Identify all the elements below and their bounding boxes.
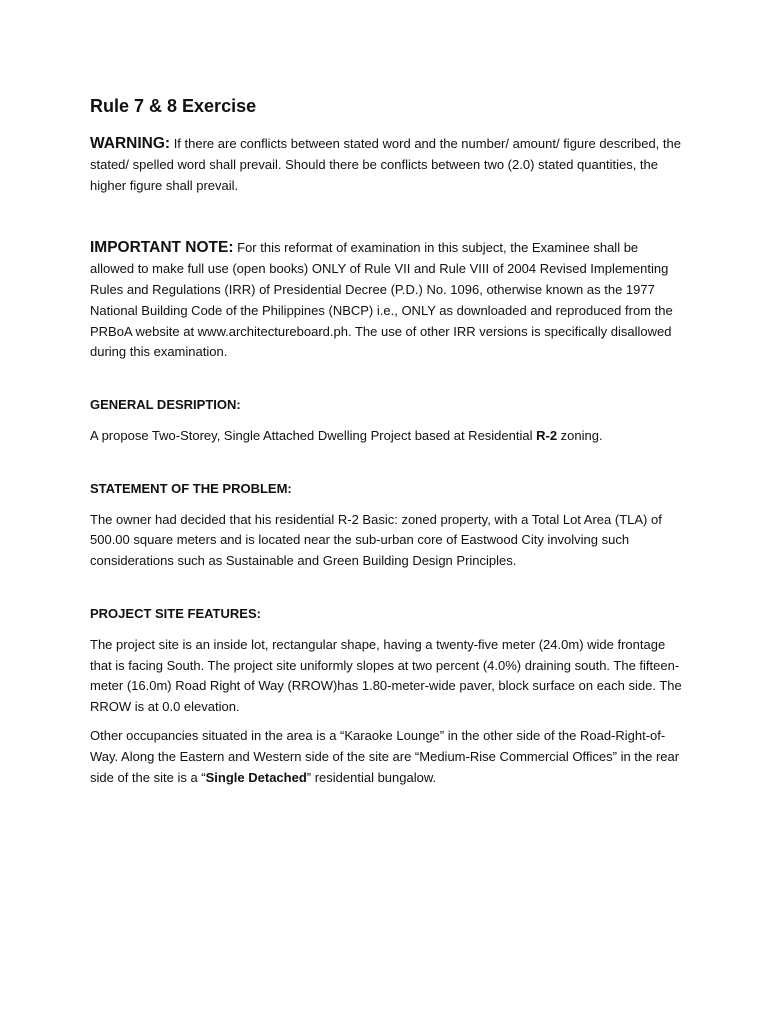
warning-paragraph: [90, 134, 682, 196]
general-description-text-part: A propose Two-Storey, Single Attached Dwelling Project based at Residential: [90, 427, 537, 443]
important-note-paragraph: [90, 238, 682, 363]
project-site-features-heading: PROJECT SITE FEATURES:: [90, 605, 261, 621]
spacer: [90, 416, 682, 426]
spacer: [90, 500, 682, 510]
spacer: [90, 363, 682, 395]
important-note-label: IMPORTANT NOTE:: [90, 239, 234, 257]
spacer: [90, 625, 682, 635]
important-note-text: For this reformat of examination in this subject, the Examinee shall be allowed to make full use (open books) ONLY of Rule VII and Rule VIII of 2004 Revised Implementing Rules and Regulations (IRR) of Presidential Decree (P.D.) No. 1096, otherwise known as the 1977 National Building Code of the Philippines (NBCP) i.e., ONLY as downloaded and reproduced from the PRBoA website at www.architectureboard.ph. The use of other IRR versions is specifically disallowed during this examination.: [90, 240, 673, 360]
general-description-text: [90, 426, 682, 447]
warning-label: WARNING:: [90, 135, 171, 152]
spacer: [90, 447, 682, 479]
spacer: [90, 718, 682, 726]
spacer: [90, 196, 682, 238]
general-description-heading: GENERAL DESRIPTION:: [90, 397, 241, 413]
statement-of-problem-text: The owner had decided that his residential R-2 Basic: zoned property, with a Total Lot Area (TLA) of 500.00 square meters and is located near the sub-urban core of Eastwood City involving such considerations such as Sustainable and Green Building Design Principles.: [90, 511, 662, 569]
document-page: [90, 94, 682, 788]
document-title: Rule 7 & 8 Exercise: [90, 96, 257, 116]
statement-of-problem-heading: STATEMENT OF THE PROBLEM:: [90, 480, 292, 496]
general-description-text-part: zoning.: [557, 427, 603, 443]
spacer: [90, 572, 682, 604]
single-detached-term: Single Detached: [205, 769, 307, 785]
project-site-paragraph-2-part: ” residential bungalow.: [306, 769, 437, 785]
warning-text: If there are conflicts between stated word and the number/ amount/ figure described, the stated/ spelled word shall prevail. Should there be conflicts between two (2.0) stated quantities, the higher figure shall prevail.: [90, 136, 681, 193]
project-site-paragraph-2: [90, 726, 682, 788]
project-site-paragraph-2-part: Other occupancies situated in the area is a “Karaoke Lounge” in the other side of the Road-Right-of-Way. Along the Eastern and Western side of the site are “Medium-Rise Commercial Offices” in the rear side of the site is a “: [90, 727, 680, 785]
zoning-code: R-2: [536, 427, 558, 443]
project-site-paragraph-1: The project site is an inside lot, rectangular shape, having a twenty-five meter (24.0m) wide frontage that is facing South. The project site uniformly slopes at two percent (4.0%) draining south. The fifteen-meter (16.0m) Road Right of Way (RROW)has 1.80-meter-wide paver, block surface on each side. The RROW is at 0.0 elevation.: [90, 636, 682, 715]
